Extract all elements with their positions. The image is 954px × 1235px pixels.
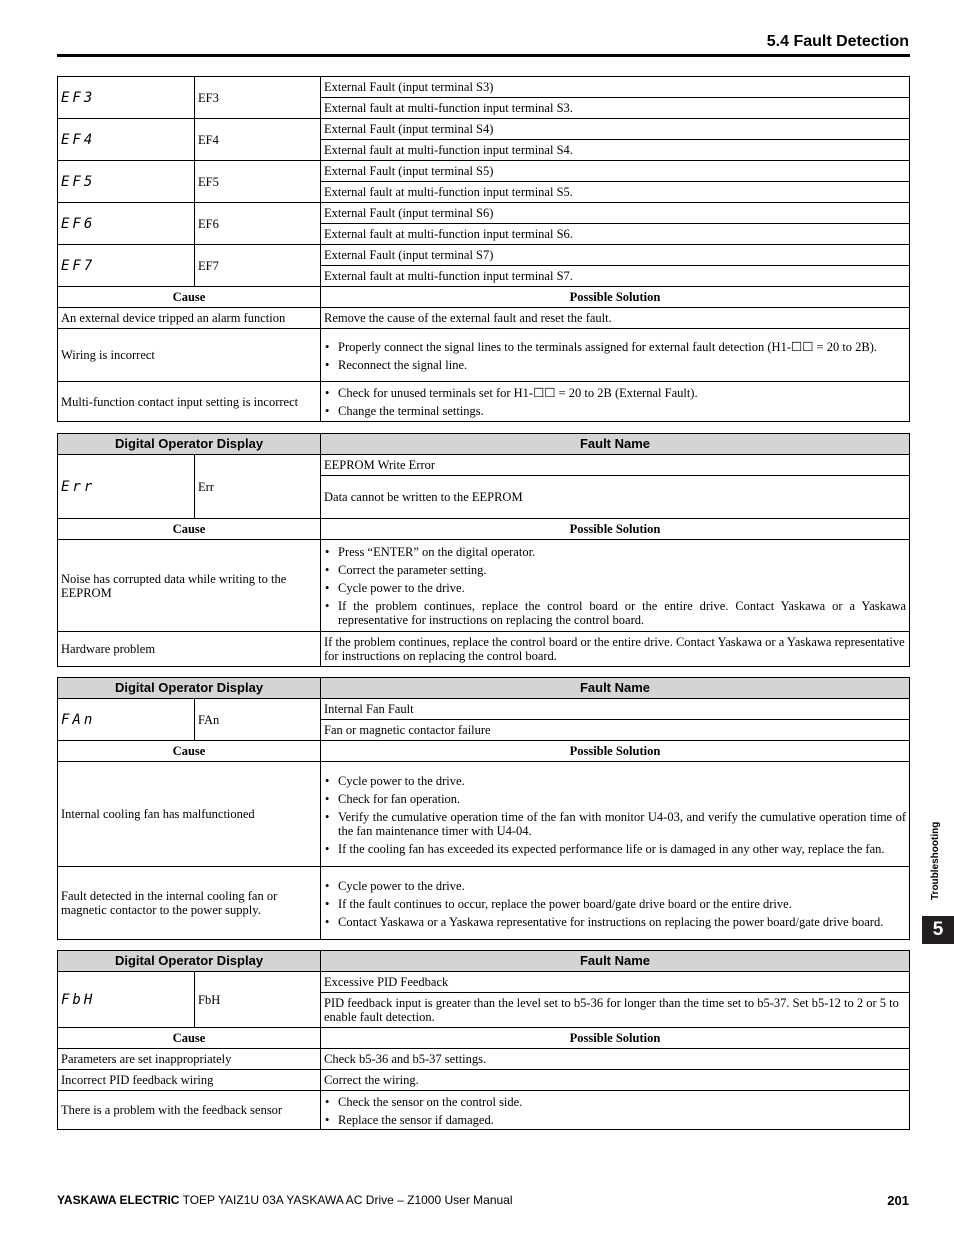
segment-display	[58, 119, 195, 161]
segment-text: FbH	[61, 991, 96, 1008]
ef-fault-table	[57, 76, 910, 422]
fault-code: EF7	[195, 245, 321, 287]
fan-fault-table	[57, 677, 910, 940]
fault-name-header: Fault Name	[321, 951, 910, 972]
fault-code: FAn	[195, 699, 321, 741]
cause-header: Cause	[58, 741, 321, 762]
cause-cell: There is a problem with the feedback sensor	[58, 1091, 321, 1130]
segment-display	[58, 161, 195, 203]
solution-item: • Cycle power to the drive.	[324, 879, 906, 893]
solution-header: Possible Solution	[321, 1028, 910, 1049]
solution-cell	[321, 382, 910, 422]
cause-cell: Noise has corrupted data while writing to the EEPROM	[58, 540, 321, 632]
solution-cell: Correct the wiring.	[321, 1070, 910, 1091]
cause-cell: Parameters are set inappropriately	[58, 1049, 321, 1070]
fault-code: EF3	[195, 77, 321, 119]
segment-text: FAn	[61, 711, 96, 728]
solution-item: • Replace the sensor if damaged.	[324, 1113, 906, 1127]
solution-item: • Change the terminal settings.	[324, 404, 906, 418]
cause-cell: Internal cooling fan has malfunctioned	[58, 762, 321, 867]
footer	[57, 1193, 513, 1207]
fault-description: Data cannot be written to the EEPROM	[321, 476, 910, 519]
fault-name: External Fault (input terminal S6)	[321, 203, 910, 224]
display-header: Digital Operator Display	[58, 951, 321, 972]
display-header: Digital Operator Display	[58, 678, 321, 699]
fault-code: EF4	[195, 119, 321, 161]
header-rule	[57, 54, 910, 57]
solution-item: • Verify the cumulative operation time of the fan with monitor U4-03, and verify the cumulative operation time of the fan maintenance timer with U4-04.	[324, 810, 906, 838]
solution-cell: Check b5-36 and b5-37 settings.	[321, 1049, 910, 1070]
segment-text: Err	[61, 478, 96, 495]
fault-description: External fault at multi-function input terminal S7.	[321, 266, 910, 287]
fault-description: PID feedback input is greater than the level set to b5-36 for longer than the time set to b5-37. Set b5-12 to 2 or 5 to enable fault detection.	[321, 993, 910, 1028]
cause-cell: Fault detected in the internal cooling fan or magnetic contactor to the power supply.	[58, 867, 321, 940]
segment-text: EF5	[61, 173, 96, 190]
solution-item: • Reconnect the signal line.	[324, 358, 906, 372]
chapter-side-label: Troubleshooting	[930, 821, 941, 900]
solution-header: Possible Solution	[321, 287, 910, 308]
cause-cell: Multi-function contact input setting is incorrect	[58, 382, 321, 422]
segment-display	[58, 972, 195, 1028]
fault-description: External fault at multi-function input terminal S4.	[321, 140, 910, 161]
solution-item: • Cycle power to the drive.	[324, 581, 906, 595]
fault-code: EF5	[195, 161, 321, 203]
cause-cell: Hardware problem	[58, 632, 321, 667]
display-header: Digital Operator Display	[58, 434, 321, 455]
segment-text: EF6	[61, 215, 96, 232]
segment-text: EF4	[61, 131, 96, 148]
solution-item: • Cycle power to the drive.	[324, 774, 906, 788]
cause-cell: Wiring is incorrect	[58, 329, 321, 382]
fault-description: External fault at multi-function input terminal S3.	[321, 98, 910, 119]
solution-item: • Contact Yaskawa or a Yaskawa representative for instructions on replacing the power board/gate drive board.	[324, 915, 906, 929]
solution-item: • Check for unused terminals set for H1-☐☐ = 20 to 2B (External Fault).	[324, 386, 906, 400]
solution-cell	[321, 540, 910, 632]
solution-header: Possible Solution	[321, 519, 910, 540]
fault-description: External fault at multi-function input terminal S6.	[321, 224, 910, 245]
fault-name: External Fault (input terminal S5)	[321, 161, 910, 182]
solution-item: • Correct the parameter setting.	[324, 563, 906, 577]
solution-item: • If the cooling fan has exceeded its expected performance life or is damaged in any other way, replace the fan.	[324, 842, 906, 856]
solution-cell: If the problem continues, replace the control board or the entire drive. Contact Yaskawa or a Yaskawa representative for instructions on replacing the control board.	[321, 632, 910, 667]
cause-header: Cause	[58, 1028, 321, 1049]
segment-display	[58, 77, 195, 119]
segment-display	[58, 455, 195, 519]
err-fault-table	[57, 433, 910, 667]
chapter-tab: 5	[922, 916, 954, 944]
solution-item: • Check for fan operation.	[324, 792, 906, 806]
fault-code: EF6	[195, 203, 321, 245]
fault-name: Internal Fan Fault	[321, 699, 910, 720]
fbh-fault-table	[57, 950, 910, 1130]
page-number: 201	[887, 1193, 909, 1208]
segment-display	[58, 699, 195, 741]
segment-text: EF3	[61, 89, 96, 106]
footer-brand: YASKAWA ELECTRIC	[57, 1193, 180, 1207]
segment-display	[58, 245, 195, 287]
solution-cell	[321, 762, 910, 867]
fault-name-header: Fault Name	[321, 434, 910, 455]
solution-cell: Remove the cause of the external fault and reset the fault.	[321, 308, 910, 329]
cause-header: Cause	[58, 519, 321, 540]
solution-cell	[321, 867, 910, 940]
cause-cell: An external device tripped an alarm function	[58, 308, 321, 329]
segment-text: EF7	[61, 257, 96, 274]
fault-code: FbH	[195, 972, 321, 1028]
fault-name: External Fault (input terminal S4)	[321, 119, 910, 140]
solution-item: • Properly connect the signal lines to the terminals assigned for external fault detection (H1-☐☐ = 20 to 2B).	[324, 340, 906, 354]
fault-name: External Fault (input terminal S3)	[321, 77, 910, 98]
fault-description: External fault at multi-function input terminal S5.	[321, 182, 910, 203]
solution-cell	[321, 1091, 910, 1130]
solution-item: • If the fault continues to occur, replace the power board/gate drive board or the entire drive.	[324, 897, 906, 911]
fault-name-header: Fault Name	[321, 678, 910, 699]
fault-name: External Fault (input terminal S7)	[321, 245, 910, 266]
fault-code: Err	[195, 455, 321, 519]
section-title: 5.4 Fault Detection	[766, 33, 909, 50]
solution-cell	[321, 329, 910, 382]
solution-header: Possible Solution	[321, 741, 910, 762]
fault-name: EEPROM Write Error	[321, 455, 910, 476]
cause-header: Cause	[58, 287, 321, 308]
fault-name: Excessive PID Feedback	[321, 972, 910, 993]
footer-doc: TOEP YAIZ1U 03A YASKAWA AC Drive – Z1000 User Manual	[179, 1193, 513, 1207]
fault-description: Fan or magnetic contactor failure	[321, 720, 910, 741]
solution-item: • Press “ENTER” on the digital operator.	[324, 545, 906, 559]
solution-item: • If the problem continues, replace the control board or the entire drive. Contact Yaskawa or a Yaskawa representative for instructions on replacing the control board.	[324, 599, 906, 627]
segment-display	[58, 203, 195, 245]
cause-cell: Incorrect PID feedback wiring	[58, 1070, 321, 1091]
solution-item: • Check the sensor on the control side.	[324, 1095, 906, 1109]
